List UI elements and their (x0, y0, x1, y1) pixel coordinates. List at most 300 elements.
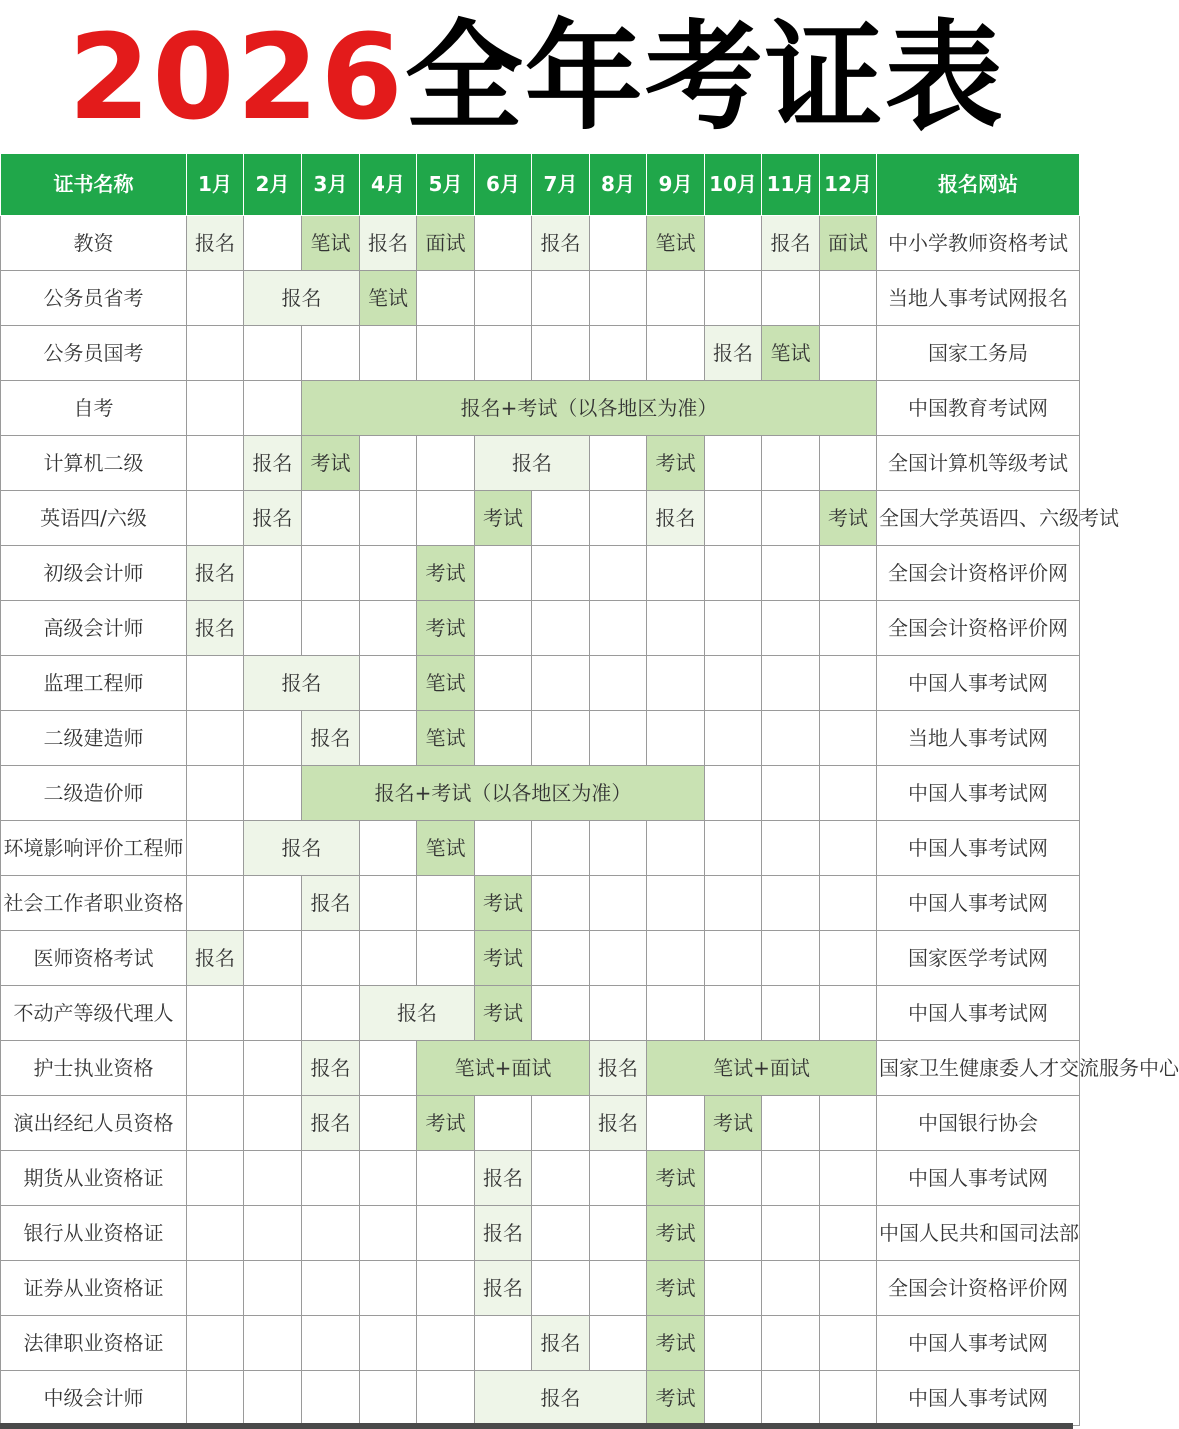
cell-empty (360, 436, 417, 491)
cell-empty (647, 326, 705, 381)
cell-empty (187, 271, 244, 326)
cell-empty (360, 1151, 417, 1206)
cell-reg: 报名 (302, 1096, 360, 1151)
cell-empty (590, 216, 647, 271)
cell-reg: 报名 (532, 216, 590, 271)
cell-empty (590, 656, 647, 711)
cell-empty (244, 601, 302, 656)
cell-empty (244, 1206, 302, 1261)
cell-empty (360, 1041, 417, 1096)
cell-empty (647, 271, 705, 326)
cell-reg-exam-span: 报名+考试（以各地区为准） (302, 766, 705, 821)
cert-site: 中国人事考试网 (877, 986, 1080, 1041)
cell-empty (705, 1316, 762, 1371)
cell-empty (705, 1151, 762, 1206)
cell-empty (302, 986, 360, 1041)
cell-reg: 报名 (244, 491, 302, 546)
cell-empty (762, 986, 820, 1041)
cell-reg: 报名 (187, 601, 244, 656)
cell-empty (590, 931, 647, 986)
cell-empty (762, 876, 820, 931)
cell-reg: 报名 (244, 821, 360, 876)
table-row (1, 876, 1080, 931)
header-month: 2月 (244, 154, 302, 216)
cell-empty (532, 876, 590, 931)
cell-empty (187, 491, 244, 546)
table-row (1, 766, 1080, 821)
cell-empty (532, 931, 590, 986)
cell-exam: 考试 (417, 546, 475, 601)
cert-name: 医师资格考试 (1, 931, 187, 986)
cert-site: 全国计算机等级考试 (877, 436, 1080, 491)
cell-empty (244, 711, 302, 766)
cell-written: 笔试 (302, 216, 360, 271)
cell-empty (532, 326, 590, 381)
cell-empty (187, 986, 244, 1041)
cell-empty (647, 931, 705, 986)
cell-empty (705, 436, 762, 491)
cert-site: 中国银行协会 (877, 1096, 1080, 1151)
cell-empty (302, 1316, 360, 1371)
cell-empty (705, 216, 762, 271)
cert-name: 高级会计师 (1, 601, 187, 656)
cell-reg: 报名 (244, 271, 360, 326)
cell-empty (244, 1151, 302, 1206)
cell-empty (360, 1371, 417, 1426)
cell-empty (532, 1096, 590, 1151)
cell-empty (360, 1206, 417, 1261)
cell-written: 笔试 (360, 271, 417, 326)
cell-empty (187, 326, 244, 381)
cell-empty (187, 766, 244, 821)
cell-empty (360, 656, 417, 711)
cell-empty (532, 271, 590, 326)
cell-empty (705, 1261, 762, 1316)
cell-reg: 报名 (475, 1261, 532, 1316)
cert-site: 中国人事考试网 (877, 876, 1080, 931)
table-row (1, 931, 1080, 986)
cert-name: 初级会计师 (1, 546, 187, 601)
cell-empty (475, 711, 532, 766)
cell-empty (244, 931, 302, 986)
cell-empty (187, 436, 244, 491)
cell-empty (705, 766, 762, 821)
cell-empty (590, 876, 647, 931)
cell-empty (705, 986, 762, 1041)
cell-empty (187, 1371, 244, 1426)
cell-empty (590, 1151, 647, 1206)
cell-empty (187, 381, 244, 436)
cell-empty (705, 821, 762, 876)
table-row (1, 821, 1080, 876)
cell-empty (360, 601, 417, 656)
cell-empty (302, 491, 360, 546)
cell-empty (475, 271, 532, 326)
cell-reg: 报名 (475, 1371, 647, 1426)
cert-name: 不动产等级代理人 (1, 986, 187, 1041)
cert-name: 英语四/六级 (1, 491, 187, 546)
cell-exam: 考试 (705, 1096, 762, 1151)
cell-reg: 报名 (302, 711, 360, 766)
table-row (1, 546, 1080, 601)
header-month: 11月 (762, 154, 820, 216)
cell-empty (360, 821, 417, 876)
cert-name: 教资 (1, 216, 187, 271)
cell-empty (762, 601, 820, 656)
cell-empty (705, 271, 762, 326)
cert-site: 全国会计资格评价网 (877, 546, 1080, 601)
cell-reg: 报名 (475, 1151, 532, 1206)
cert-site: 全国大学英语四、六级考试 (877, 491, 1080, 546)
cell-empty (820, 986, 877, 1041)
cell-empty (532, 821, 590, 876)
cert-name: 计算机二级 (1, 436, 187, 491)
cell-empty (475, 216, 532, 271)
header-month: 10月 (705, 154, 762, 216)
cell-empty (417, 1206, 475, 1261)
cell-exam: 考试 (475, 931, 532, 986)
cert-site: 国家工务局 (877, 326, 1080, 381)
cell-empty (590, 491, 647, 546)
cell-empty (590, 601, 647, 656)
cell-empty (244, 546, 302, 601)
cell-empty (244, 1316, 302, 1371)
cell-empty (360, 326, 417, 381)
cell-empty (475, 1316, 532, 1371)
cell-empty (705, 491, 762, 546)
cell-empty (244, 876, 302, 931)
table-row (1, 1261, 1080, 1316)
table-row (1, 1096, 1080, 1151)
header-name: 证书名称 (1, 154, 187, 216)
table-row (1, 491, 1080, 546)
cell-reg: 报名 (187, 216, 244, 271)
title-text: 全年考证表 (404, 7, 1005, 146)
cell-empty (762, 1151, 820, 1206)
cert-site: 中国人事考试网 (877, 1151, 1080, 1206)
cell-written: 笔试 (762, 326, 820, 381)
cell-empty (647, 546, 705, 601)
cert-site: 中国教育考试网 (877, 381, 1080, 436)
cell-empty (187, 1041, 244, 1096)
cell-empty (762, 1206, 820, 1261)
table-row (1, 1151, 1080, 1206)
cell-empty (705, 711, 762, 766)
cell-empty (532, 711, 590, 766)
cell-empty (532, 1261, 590, 1316)
cell-empty (302, 1261, 360, 1316)
header-month: 8月 (590, 154, 647, 216)
cell-empty (302, 931, 360, 986)
cell-empty (187, 711, 244, 766)
cell-empty (820, 271, 877, 326)
cell-reg: 报名 (187, 931, 244, 986)
cell-empty (417, 1151, 475, 1206)
cell-empty (820, 326, 877, 381)
cell-empty (647, 876, 705, 931)
cert-name: 二级建造师 (1, 711, 187, 766)
cell-empty (762, 821, 820, 876)
cell-empty (360, 1316, 417, 1371)
table-row (1, 1206, 1080, 1261)
cell-empty (762, 546, 820, 601)
cell-interview: 面试 (820, 216, 877, 271)
table-row (1, 271, 1080, 326)
cell-empty (302, 546, 360, 601)
cell-empty (360, 1261, 417, 1316)
cert-name: 银行从业资格证 (1, 1206, 187, 1261)
cert-site: 中小学教师资格考试 (877, 216, 1080, 271)
cell-exam: 考试 (417, 601, 475, 656)
cell-empty (187, 1316, 244, 1371)
cell-empty (647, 601, 705, 656)
cell-empty (590, 271, 647, 326)
cert-site: 中国人事考试网 (877, 821, 1080, 876)
cert-name: 证券从业资格证 (1, 1261, 187, 1316)
cell-empty (417, 436, 475, 491)
cell-empty (705, 931, 762, 986)
cell-empty (244, 1096, 302, 1151)
cell-empty (820, 711, 877, 766)
cell-empty (475, 1096, 532, 1151)
cell-empty (820, 766, 877, 821)
cell-empty (417, 271, 475, 326)
cell-reg: 报名 (705, 326, 762, 381)
cell-empty (590, 821, 647, 876)
header-month: 1月 (187, 154, 244, 216)
cert-site: 中国人事考试网 (877, 656, 1080, 711)
cert-name: 法律职业资格证 (1, 1316, 187, 1371)
cell-written: 笔试 (417, 711, 475, 766)
header-row (1, 154, 1080, 216)
cell-empty (762, 1261, 820, 1316)
cell-reg: 报名 (302, 1041, 360, 1096)
table-row (1, 711, 1080, 766)
cell-empty (360, 491, 417, 546)
page-title (0, 0, 1073, 153)
cell-empty (475, 326, 532, 381)
cell-empty (590, 1206, 647, 1261)
cell-empty (532, 1206, 590, 1261)
cert-site: 全国会计资格评价网 (877, 601, 1080, 656)
cell-empty (532, 1151, 590, 1206)
cell-empty (360, 1096, 417, 1151)
cell-empty (820, 1151, 877, 1206)
cell-empty (590, 436, 647, 491)
cell-empty (187, 821, 244, 876)
cell-empty (820, 931, 877, 986)
cell-empty (187, 1096, 244, 1151)
cell-empty (590, 326, 647, 381)
cert-name: 环境影响评价工程师 (1, 821, 187, 876)
cell-empty (762, 766, 820, 821)
cert-site: 国家卫生健康委人才交流服务中心 (877, 1041, 1080, 1096)
cell-empty (244, 986, 302, 1041)
cell-empty (820, 436, 877, 491)
cell-empty (360, 931, 417, 986)
cell-reg: 报名 (475, 1206, 532, 1261)
cell-reg: 报名 (532, 1316, 590, 1371)
cell-empty (302, 1371, 360, 1426)
cell-reg: 报名 (244, 656, 360, 711)
cell-empty (187, 656, 244, 711)
bottom-border (0, 1423, 1073, 1429)
cell-empty (417, 491, 475, 546)
header-month: 3月 (302, 154, 360, 216)
cell-empty (820, 1371, 877, 1426)
cell-reg: 报名 (187, 546, 244, 601)
cell-interview: 面试 (417, 216, 475, 271)
cell-empty (360, 546, 417, 601)
cell-exam: 考试 (647, 1261, 705, 1316)
cell-empty (705, 1371, 762, 1426)
cell-empty (475, 546, 532, 601)
cell-empty (187, 1206, 244, 1261)
cert-name: 社会工作者职业资格 (1, 876, 187, 931)
cell-empty (532, 601, 590, 656)
cell-exam: 考试 (820, 491, 877, 546)
cert-site: 国家医学考试网 (877, 931, 1080, 986)
cell-empty (820, 1096, 877, 1151)
cell-empty (532, 546, 590, 601)
cell-empty (647, 821, 705, 876)
title-year: 2026 (68, 7, 405, 146)
cert-name: 自考 (1, 381, 187, 436)
cell-empty (705, 546, 762, 601)
cell-exam: 考试 (647, 1371, 705, 1426)
table-row (1, 1371, 1080, 1426)
cell-reg: 报名 (590, 1096, 647, 1151)
cert-name: 护士执业资格 (1, 1041, 187, 1096)
cell-reg: 报名 (647, 491, 705, 546)
cert-name: 中级会计师 (1, 1371, 187, 1426)
cell-empty (244, 326, 302, 381)
cell-empty (475, 821, 532, 876)
cell-empty (244, 1261, 302, 1316)
cell-reg: 报名 (360, 986, 475, 1041)
cell-empty (820, 1316, 877, 1371)
cell-empty (820, 1261, 877, 1316)
cell-empty (302, 1206, 360, 1261)
cell-empty (360, 711, 417, 766)
cell-reg: 报名 (762, 216, 820, 271)
cell-exam: 考试 (475, 491, 532, 546)
cell-empty (417, 876, 475, 931)
cell-reg: 报名 (590, 1041, 647, 1096)
cell-exam: 考试 (647, 436, 705, 491)
cert-name: 演出经纪人员资格 (1, 1096, 187, 1151)
cell-exam: 考试 (417, 1096, 475, 1151)
cell-empty (647, 711, 705, 766)
cell-empty (820, 821, 877, 876)
certificate-schedule-table (0, 153, 1179, 1426)
cell-empty (360, 876, 417, 931)
cell-empty (187, 1151, 244, 1206)
cell-reg: 报名 (360, 216, 417, 271)
cell-empty (762, 491, 820, 546)
cell-empty (417, 931, 475, 986)
cell-empty (762, 1316, 820, 1371)
table-row (1, 986, 1080, 1041)
cert-name: 二级造价师 (1, 766, 187, 821)
cell-empty (590, 986, 647, 1041)
cell-empty (590, 1261, 647, 1316)
cert-site: 中国人事考试网 (877, 1316, 1080, 1371)
cell-empty (705, 601, 762, 656)
cell-empty (244, 1041, 302, 1096)
cell-empty (302, 326, 360, 381)
cell-empty (475, 656, 532, 711)
cell-exam: 考试 (647, 1206, 705, 1261)
header-month: 9月 (647, 154, 705, 216)
table-row (1, 601, 1080, 656)
cell-empty (590, 1316, 647, 1371)
cell-empty (244, 216, 302, 271)
cell-empty (532, 491, 590, 546)
cert-name: 公务员省考 (1, 271, 187, 326)
cell-empty (590, 546, 647, 601)
cell-empty (820, 876, 877, 931)
cell-exam: 考试 (475, 876, 532, 931)
cell-reg-exam-span: 报名+考试（以各地区为准） (302, 381, 877, 436)
cell-empty (762, 1096, 820, 1151)
cert-site: 中国人民共和国司法部 (877, 1206, 1080, 1261)
cell-written: 笔试 (417, 821, 475, 876)
cell-empty (417, 1316, 475, 1371)
table-row (1, 216, 1080, 271)
cell-empty (590, 711, 647, 766)
cell-empty (705, 876, 762, 931)
cell-empty (762, 436, 820, 491)
cell-empty (417, 1261, 475, 1316)
cert-site: 全国会计资格评价网 (877, 1261, 1080, 1316)
table-row (1, 381, 1080, 436)
cell-written-interview: 笔试+面试 (647, 1041, 877, 1096)
cert-site: 当地人事考试网 (877, 711, 1080, 766)
cell-reg: 报名 (475, 436, 590, 491)
cell-empty (475, 601, 532, 656)
cell-reg: 报名 (244, 436, 302, 491)
cell-empty (820, 1206, 877, 1261)
table-row (1, 1041, 1080, 1096)
cell-empty (417, 1371, 475, 1426)
cell-empty (244, 1371, 302, 1426)
cell-exam: 考试 (647, 1316, 705, 1371)
header-site: 报名网站 (877, 154, 1080, 216)
cell-empty (187, 1261, 244, 1316)
cert-name: 监理工程师 (1, 656, 187, 711)
header-month: 7月 (532, 154, 590, 216)
cell-empty (762, 931, 820, 986)
cert-site: 中国人事考试网 (877, 1371, 1080, 1426)
cell-exam: 考试 (302, 436, 360, 491)
cell-empty (820, 656, 877, 711)
cell-written: 笔试 (417, 656, 475, 711)
cell-empty (762, 711, 820, 766)
cell-empty (244, 766, 302, 821)
cell-written-interview: 笔试+面试 (417, 1041, 590, 1096)
cell-exam: 考试 (475, 986, 532, 1041)
header-month: 12月 (820, 154, 877, 216)
cell-reg: 报名 (302, 876, 360, 931)
cert-site: 当地人事考试网报名 (877, 271, 1080, 326)
cert-site: 中国人事考试网 (877, 766, 1080, 821)
cell-empty (705, 1206, 762, 1261)
table-row (1, 1316, 1080, 1371)
cell-empty (820, 546, 877, 601)
cell-empty (532, 656, 590, 711)
cell-empty (762, 656, 820, 711)
